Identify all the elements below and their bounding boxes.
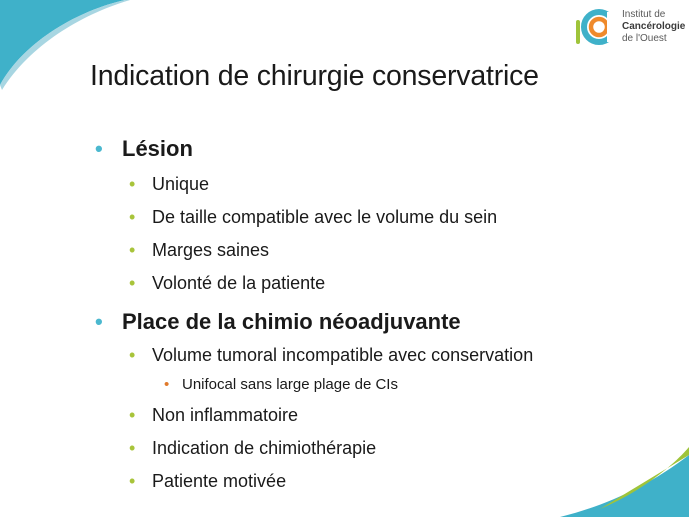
logo-line-1: Institut de	[622, 9, 666, 20]
bullet-level2	[129, 405, 299, 426]
bullet-text: Lésion	[122, 136, 193, 161]
bullet-text: Non inflammatoire	[152, 405, 299, 425]
bullet-text: De taille compatible avec le volume du sein	[152, 207, 498, 227]
bullet-dot-icon: •	[129, 174, 136, 194]
bullet-text: Place de la chimio néoadjuvante	[122, 309, 461, 334]
bullet-level2	[129, 438, 377, 459]
bullet-dot-icon: •	[129, 345, 136, 365]
bullet-level1-chimio	[95, 309, 461, 335]
bullet-level1-lesion	[95, 136, 193, 162]
bullet-text: Marges saines	[152, 240, 270, 260]
bullet-dot-icon: •	[129, 207, 136, 227]
bullet-dot-icon: •	[129, 471, 136, 491]
bullet-dot-icon: •	[129, 273, 136, 293]
bullet-text: Indication de chimiothérapie	[152, 438, 377, 458]
bullet-text: Volume tumoral incompatible avec conservation	[152, 345, 534, 365]
bullet-level3	[164, 376, 398, 393]
bullet-level2	[129, 345, 534, 366]
bullet-level2	[129, 207, 498, 228]
slide-title: Indication de chirurgie conservatrice	[90, 60, 539, 92]
bullet-text: Volonté de la patiente	[152, 273, 326, 293]
bullet-level2	[129, 174, 210, 195]
bullet-level2	[129, 471, 287, 492]
bullet-dot-icon: •	[164, 376, 170, 393]
bullet-text: Unifocal sans large plage de CIs	[182, 376, 398, 393]
bullet-dot-icon: •	[129, 438, 136, 458]
bullet-level2	[129, 240, 270, 261]
logo-line-2: Cancérologie	[622, 21, 686, 32]
bullet-dot-icon: •	[129, 405, 136, 425]
bullet-dot-icon: •	[95, 309, 103, 334]
bullet-level2	[129, 273, 326, 294]
bullet-text: Patiente motivée	[152, 471, 287, 491]
logo-line-3: de l'Ouest	[622, 33, 667, 44]
bullet-dot-icon: •	[95, 136, 103, 161]
bullet-dot-icon: •	[129, 240, 136, 260]
bullet-text: Unique	[152, 174, 210, 194]
